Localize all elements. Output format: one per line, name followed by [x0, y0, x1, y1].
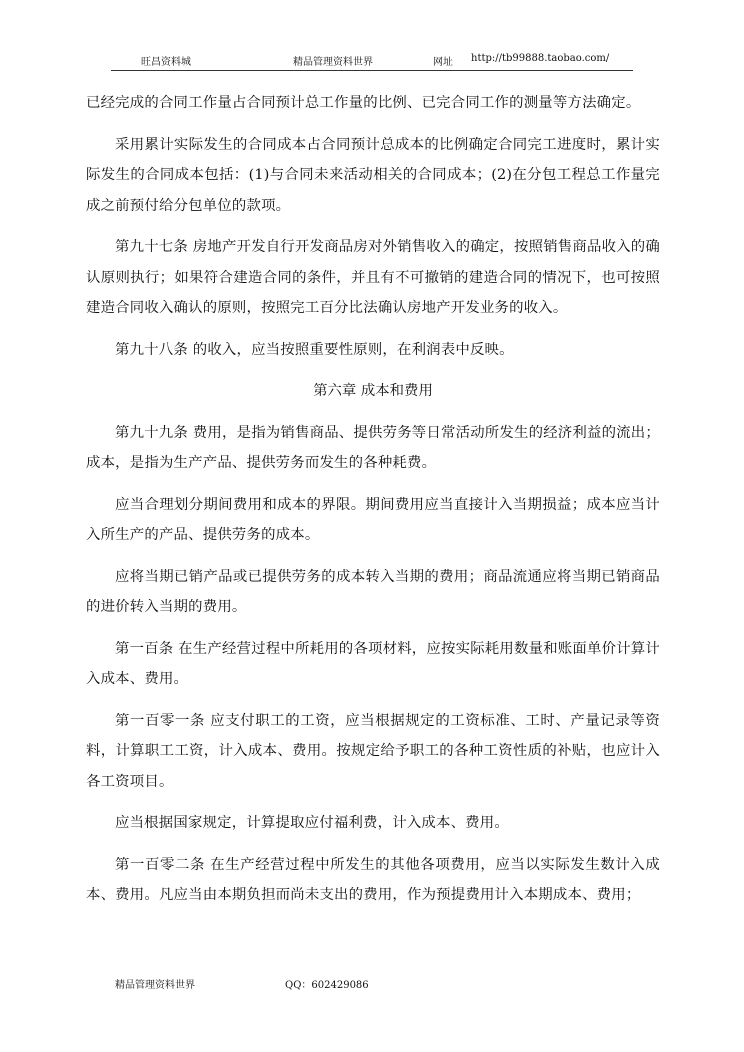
header-url[interactable]: http://tb99888.taobao.com/ — [471, 53, 610, 64]
paragraph: 应当合理划分期间费用和成本的界限。期间费用应当直接计入当期损益；成本应当计入所生产的产品、提供劳务的成本。 — [86, 496, 660, 543]
document-body — [86, 88, 660, 911]
footer-site-name: 精品管理资料世界 — [115, 980, 195, 991]
header-shop-name: 旺昌资料城 — [141, 57, 191, 68]
paragraph-article-100: 第一百条 在生产经营过程中所耗用的各项材料，应按实际耗用数量和账面单价计算计入成本、费用。 — [86, 640, 660, 687]
paragraph: 采用累计实际发生的合同成本占合同预计总成本的比例确定合同完工进度时，累计实际发生的合同成本包括：(1)与合同未来活动相关的合同成本；(2)在分包工程总工作量完成之前预付给分包单位的款项。 — [86, 136, 660, 214]
paragraph: 已经完成的合同工作量占合同预计总工作量的比例、已完合同工作的测量等方法确定。 — [86, 95, 641, 111]
footer-qq: QQ：602429086 — [285, 980, 369, 991]
page-header — [111, 52, 633, 71]
header-url-label: 网址 — [433, 57, 453, 68]
page-footer — [115, 976, 369, 991]
paragraph-article-102: 第一百零二条 在生产经营过程中所发生的其他各项费用，应当以实际发生数计入成本、费用。凡应当由本期负担而尚未支出的费用，作为预提费用计入本期成本、费用； — [86, 856, 660, 903]
paragraph-article-99: 第九十九条 费用，是指为销售商品、提供劳务等日常活动所发生的经济利益的流出；成本，是指为生产产品、提供劳务而发生的各种耗费。 — [86, 424, 660, 471]
paragraph-article-98: 第九十八条 的收入，应当按照重要性原则，在利润表中反映。 — [115, 341, 514, 358]
paragraph-article-97: 第九十七条 房地产开发自行开发商品房对外销售收入的确定，按照销售商品收入的确认原则执行；如果符合建造合同的条件，并且有不可撤销的建造合同的情况下，也可按照建造合同收入确认的原则，按照完工百分比法确认房地产开发业务的收入。 — [86, 239, 660, 316]
header-site-name: 精品管理资料世界 — [293, 57, 373, 68]
chapter-title: 第六章 成本和费用 — [313, 383, 433, 399]
paragraph: 应当根据国家规定，计算提取应付福利费，计入成本、费用。 — [115, 815, 509, 831]
paragraph-article-101: 第一百零一条 应支付职工的工资，应当根据规定的工资标准、工时、产量记录等资料，计算职工工资，计入成本、费用。按规定给予职工的各种工资性质的补贴，也应计入各工资项目。 — [86, 712, 660, 790]
paragraph: 应将当期已销产品或已提供劳务的成本转入当期的费用；商品流通应将当期已销商品的进价转入当期的费用。 — [86, 568, 660, 615]
